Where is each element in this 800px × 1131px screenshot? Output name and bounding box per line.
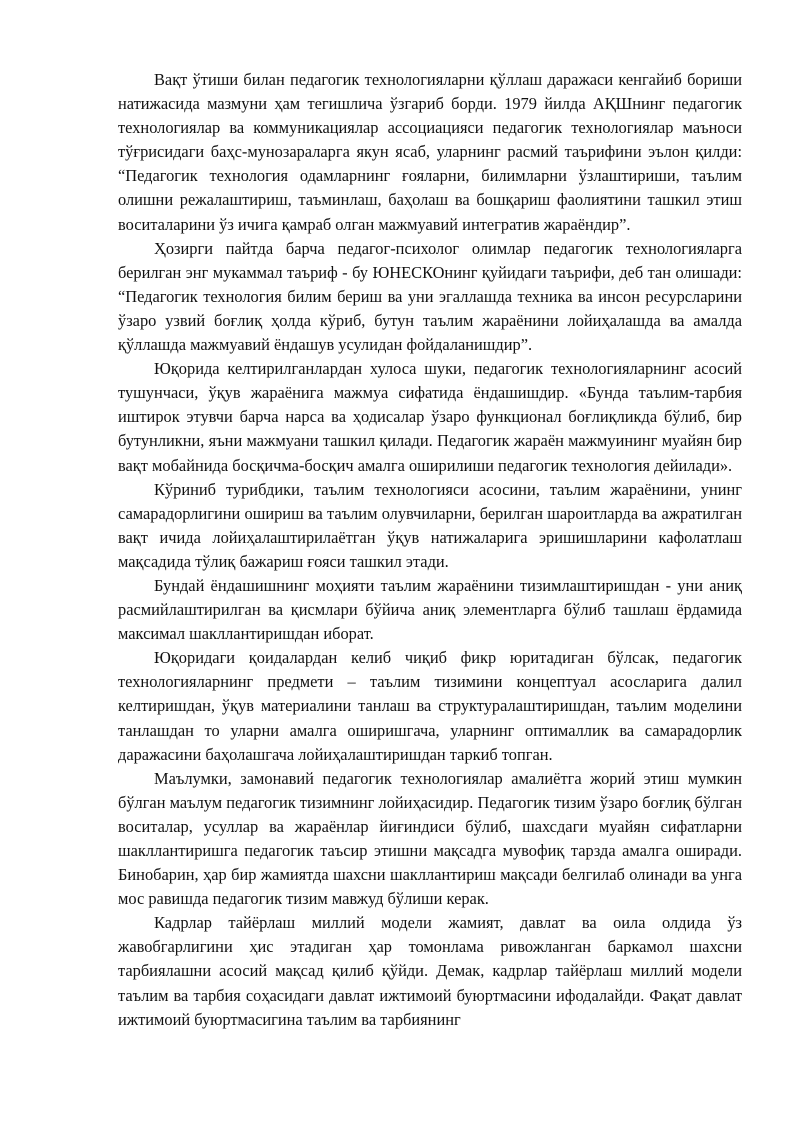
paragraph-8: Кадрлар тайёрлаш миллий модели жамият, давлат ва оила олдида ўз жавобгарлигини ҳис этадиган ҳар томонлама ривожланган баркамол шахсни тарбиялашни асосий мақсад қилиб қўйди. Демак, кадрлар тайёрлаш миллий модели таълим ва тарбия соҳасидаги давлат ижтимоий буюртмасини ифодалайди. Фақат давлат ижтимоий буюртмасигина таълим ва тарбиянинг: [118, 913, 742, 1029]
paragraph-2: Ҳозирги пайтда барча педагог-психолог олимлар педагогик технологияларга берилган энг мукаммал таъриф - бу ЮНЕСКОнинг қуйидаги таърифи, деб тан олишади: “Педагогик технология билим бериш ва уни эгаллашда техника ва инсон ресурсларини ўзаро узвий боғлиқ ҳолда кўриб, бутун таълим жараёнини лойиҳалашда ва амалда қўллашда мажмуавий ёндашув усулидан фойдаланишдир”.: [118, 238, 742, 355]
paragraph-1: Вақт ўтиши билан педагогик технологияларни қўллаш даражаси кенгайиб бориши натижасида мазмуни ҳам тегишлича ўзгариб борди. 1979 йилда АҚШнинг педагогик технологиялар ва коммуникациялар ассоциацияси педагогик технологиялар маъноси тўғрисидаги баҳс-мунозараларга якун ясаб, уларнинг расмий таърифини эълон қилди: “Педагогик технология одамларнинг ғояларни, билимларни ўзлаштириши, таълим олишни режалаштириш, таъминлаш, баҳолаш ва бошқариш фаолиятини ташкил этиш воситаларини ўз ичига қамраб олган мажмуавий интегратив жараёндир”.: [118, 70, 742, 234]
paragraph-6: Юқоридаги қоидалардан келиб чиқиб фикр юритадиган бўлсак, педагогик технологияларнинг предмети – таълим тизимини концептуал асосларига далил келтиришдан, ўқув материалини танлаш ва структуралаштиришдан, таълим моделини танлашдан то уларни амалга оширишгача, уларнинг оптималлик ва самарадорлик даражасини баҳолашгача лойиҳалаштиришдан таркиб топган.: [118, 648, 742, 764]
paragraph-4: Кўриниб турибдики, таълим технологияси асосини, таълим жараёнини, унинг самарадорлигини ошириш ва таълим олувчиларни, берилган шароитларда ва ажратилган вақт ичида лойиҳалаштирилаётган ўқув натижаларига эришишларини кафолатлаш мақсадида тўлиқ бажариш ғояси ташкил этади.: [118, 479, 742, 571]
paragraph-5: Бундай ёндашишнинг моҳияти таълим жараёнини тизимлаштиришдан - уни аниқ расмийлаштирилган ва қисмлари бўйича аниқ элементларга бўлиб ташлаш ёрдамида максимал шакллантиришдан иборат.: [118, 575, 742, 644]
paragraph-3: Юқорида келтирилганлардан хулоса шуки, педагогик технологияларнинг асосий тушунчаси, ўқув жараёнига мажмуа сифатида ёндашишдир. «Бунда таълим-тарбия иштирок этувчи барча нарса ва ҳодисалар ўзаро функционал боғлиқликда бўлиб, бир бутунликни, яъни мажмуани ташкил қилади. Педагогик жараён мажмуининг муайян бир вақт мобайнида босқичма-босқич амалга оширилиши педагогик технология дейилади».: [118, 359, 742, 475]
paragraph-7: Маълумки, замонавий педагогик технологиялар амалиётга жорий этиш мумкин бўлган маълум педагогик тизимнинг лойиҳасидир. Педагогик тизим ўзаро боғлиқ бўлган воситалар, усуллар ва жараёнлар йиғиндиси бўлиб, шахсдаги муайян сифатларни шакллантиришга педагогик таъсир этишни мақсадга мувофиқ тарзда амалга оширади. Бинобарин, ҳар бир жамиятда шахсни шакллантириш мақсади белгилаб олинади ва унга мос равишда педагогик тизим мавжуд бўлиши керак.: [118, 768, 742, 909]
document-page: [118, 68, 742, 1032]
